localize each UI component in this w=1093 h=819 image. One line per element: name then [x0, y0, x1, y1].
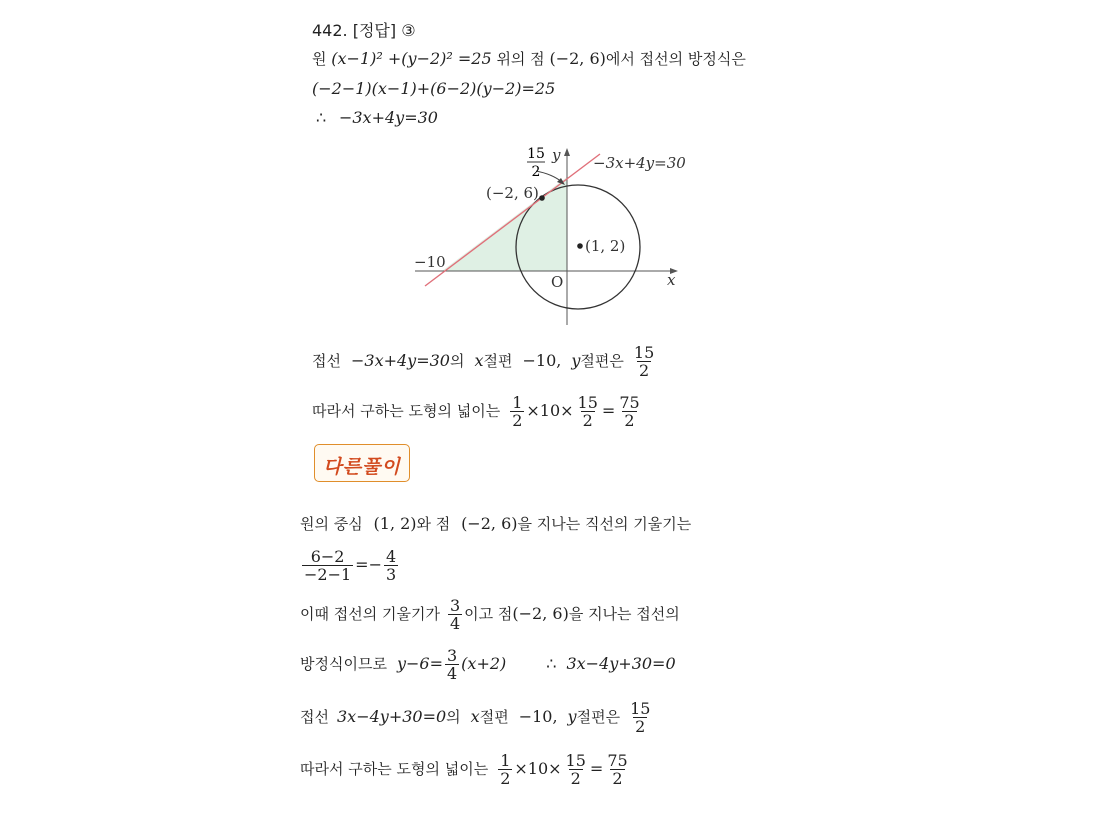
tangent-line-label: −3x+4y=30 — [593, 154, 686, 172]
slope-fraction — [302, 548, 353, 583]
fraction-denominator: 2 — [612, 768, 623, 788]
point-slope-rhs: (x+2) — [461, 654, 507, 673]
slope-result-fraction — [384, 548, 398, 583]
text-tangent-2: 접선 — [300, 708, 329, 726]
equals: = — [601, 401, 616, 420]
tangent-formula: (−2−1)(x−1)+(6−2)(y−2)=25 — [312, 79, 556, 98]
solution-line-2 — [312, 78, 555, 100]
text-area-2: 따라서 구하는 도형의 넓이는 — [300, 760, 489, 778]
text-slope: 을 지나는 직선의 기울기는 — [517, 515, 692, 533]
fraction-denominator: 2 — [500, 768, 511, 788]
fraction-numerator: 4 — [385, 546, 397, 566]
text-tangent: 접선 — [312, 352, 341, 370]
alt-point: (−2, 6) — [461, 514, 518, 533]
fraction-numerator: 3 — [449, 595, 461, 615]
alt-point-2: (−2, 6) — [512, 604, 569, 623]
x-intercept-label: −10 — [414, 253, 446, 271]
x-axis-label: x — [667, 271, 676, 289]
tangent-slope-fraction — [448, 597, 462, 632]
half-fraction — [510, 394, 524, 429]
answer-label: [정답] — [352, 21, 397, 40]
point-slope-fraction — [445, 647, 459, 682]
text-area: 따라서 구하는 도형의 넓이는 — [312, 402, 501, 420]
solution-line-3 — [316, 107, 438, 129]
fraction-numerator: 3 — [446, 645, 458, 665]
area-line — [312, 390, 644, 432]
alt-tangent-result: 3x−4y+30=0 — [566, 654, 676, 673]
fraction-denominator: 4 — [446, 663, 458, 683]
tangent-point: (−2, 6) — [549, 49, 606, 68]
fraction-denominator: 2 — [570, 768, 581, 788]
word-circle: 원 — [312, 50, 327, 68]
center-label: (1, 2) — [585, 237, 626, 255]
alt-line-4 — [300, 643, 676, 685]
y-intercept-fraction — [632, 344, 656, 379]
tangent-point-label: (−2, 6) — [486, 184, 539, 202]
fraction-numerator: 75 — [619, 392, 640, 412]
fraction-denominator: 2 — [582, 410, 593, 430]
half-fraction-2 — [498, 752, 512, 787]
fraction-denominator: 2 — [638, 360, 650, 380]
fraction-denominator: 3 — [385, 564, 397, 584]
text-and-point-2: 이고 점 — [464, 605, 513, 623]
y-intercept-den: 2 — [531, 164, 541, 180]
y-axis-arrow — [564, 148, 570, 156]
x-var-2: x — [470, 707, 480, 726]
fraction-numerator: 75 — [607, 750, 628, 770]
tangent-diagram — [400, 140, 700, 330]
fraction-denominator: 2 — [512, 410, 523, 430]
text-passing-tangent: 을 지나는 접선의 — [568, 605, 680, 623]
height-fraction — [576, 394, 600, 429]
circle-equation: (x−1)² +(y−2)² =25 — [331, 49, 492, 68]
text-of: 의 — [449, 352, 465, 370]
other-solution-badge — [314, 444, 410, 482]
solution-line-1 — [312, 48, 746, 70]
y-intercept-fraction-2 — [628, 700, 652, 735]
y-axis-label: y — [552, 146, 561, 164]
text-x-intercept-2: 절편 — [479, 708, 509, 726]
origin-label: O — [551, 273, 564, 291]
text-of-2: 의 — [446, 708, 461, 726]
problem-header — [312, 20, 416, 42]
x-intercept-value-2: −10, — [518, 707, 558, 726]
text-circle-center: 원의 중심 — [300, 515, 363, 533]
fraction-numerator: 15 — [577, 392, 598, 412]
center-point: (1, 2) — [373, 514, 417, 533]
tangent-point-dot — [539, 195, 545, 201]
problem-number: 442. — [312, 21, 348, 40]
fraction-denominator: −2−1 — [304, 564, 352, 584]
tangent-result: −3x+4y=30 — [338, 108, 438, 127]
text-y-intercept: 절편은 — [580, 352, 624, 370]
alt-line-3 — [300, 593, 680, 635]
fraction-denominator: 2 — [624, 410, 635, 430]
fraction-denominator: 2 — [635, 716, 646, 736]
equals-2: = — [589, 759, 604, 778]
fraction-numerator: 15 — [633, 342, 655, 362]
text-on-point: 위의 점 — [496, 50, 545, 68]
y-intercept-num: 15 — [527, 146, 545, 162]
text-tangent-equation: 에서 접선의 방정식은 — [605, 50, 746, 68]
x-var: x — [474, 351, 484, 370]
point-slope-lhs: y−6= — [396, 654, 443, 673]
fraction-numerator: 15 — [630, 698, 651, 718]
alt-line-1 — [300, 513, 691, 535]
fraction-denominator: 4 — [449, 613, 461, 633]
area-result-fraction — [617, 394, 641, 429]
text-and-point: 와 점 — [416, 515, 451, 533]
fraction-numerator: 6−2 — [310, 546, 345, 566]
y-var: y — [571, 351, 581, 370]
height-fraction-2 — [564, 752, 588, 787]
text-x-intercept: 절편 — [483, 352, 513, 370]
alt-tangent-equation: 3x−4y+30=0 — [336, 707, 447, 726]
times-ten: ×10× — [526, 401, 574, 420]
therefore-symbol: ∴ — [316, 108, 327, 127]
alt-line-5 — [300, 696, 654, 738]
therefore-symbol-2: ∴ — [546, 654, 557, 673]
x-intercept-value: −10, — [522, 351, 562, 370]
other-solution-label: 다른풀이 — [323, 456, 401, 478]
tangent-equation: −3x+4y=30 — [350, 351, 450, 370]
slope-equals: =− — [355, 555, 382, 574]
y-var-2: y — [567, 707, 577, 726]
fraction-numerator: 15 — [565, 750, 586, 770]
alt-line-2 — [300, 544, 400, 586]
text-equation-so: 방정식이므로 — [300, 655, 387, 673]
alt-line-6 — [300, 748, 632, 790]
text-tangent-slope: 이때 접선의 기울기가 — [300, 605, 440, 623]
intercepts-line — [312, 340, 658, 382]
fraction-numerator: 1 — [512, 392, 523, 412]
times-ten-2: ×10× — [514, 759, 562, 778]
fraction-numerator: 1 — [500, 750, 511, 770]
answer-choice: ③ — [401, 21, 416, 40]
area-result-fraction-2 — [605, 752, 629, 787]
text-y-intercept-2: 절편은 — [576, 708, 621, 726]
center-dot — [577, 243, 583, 249]
